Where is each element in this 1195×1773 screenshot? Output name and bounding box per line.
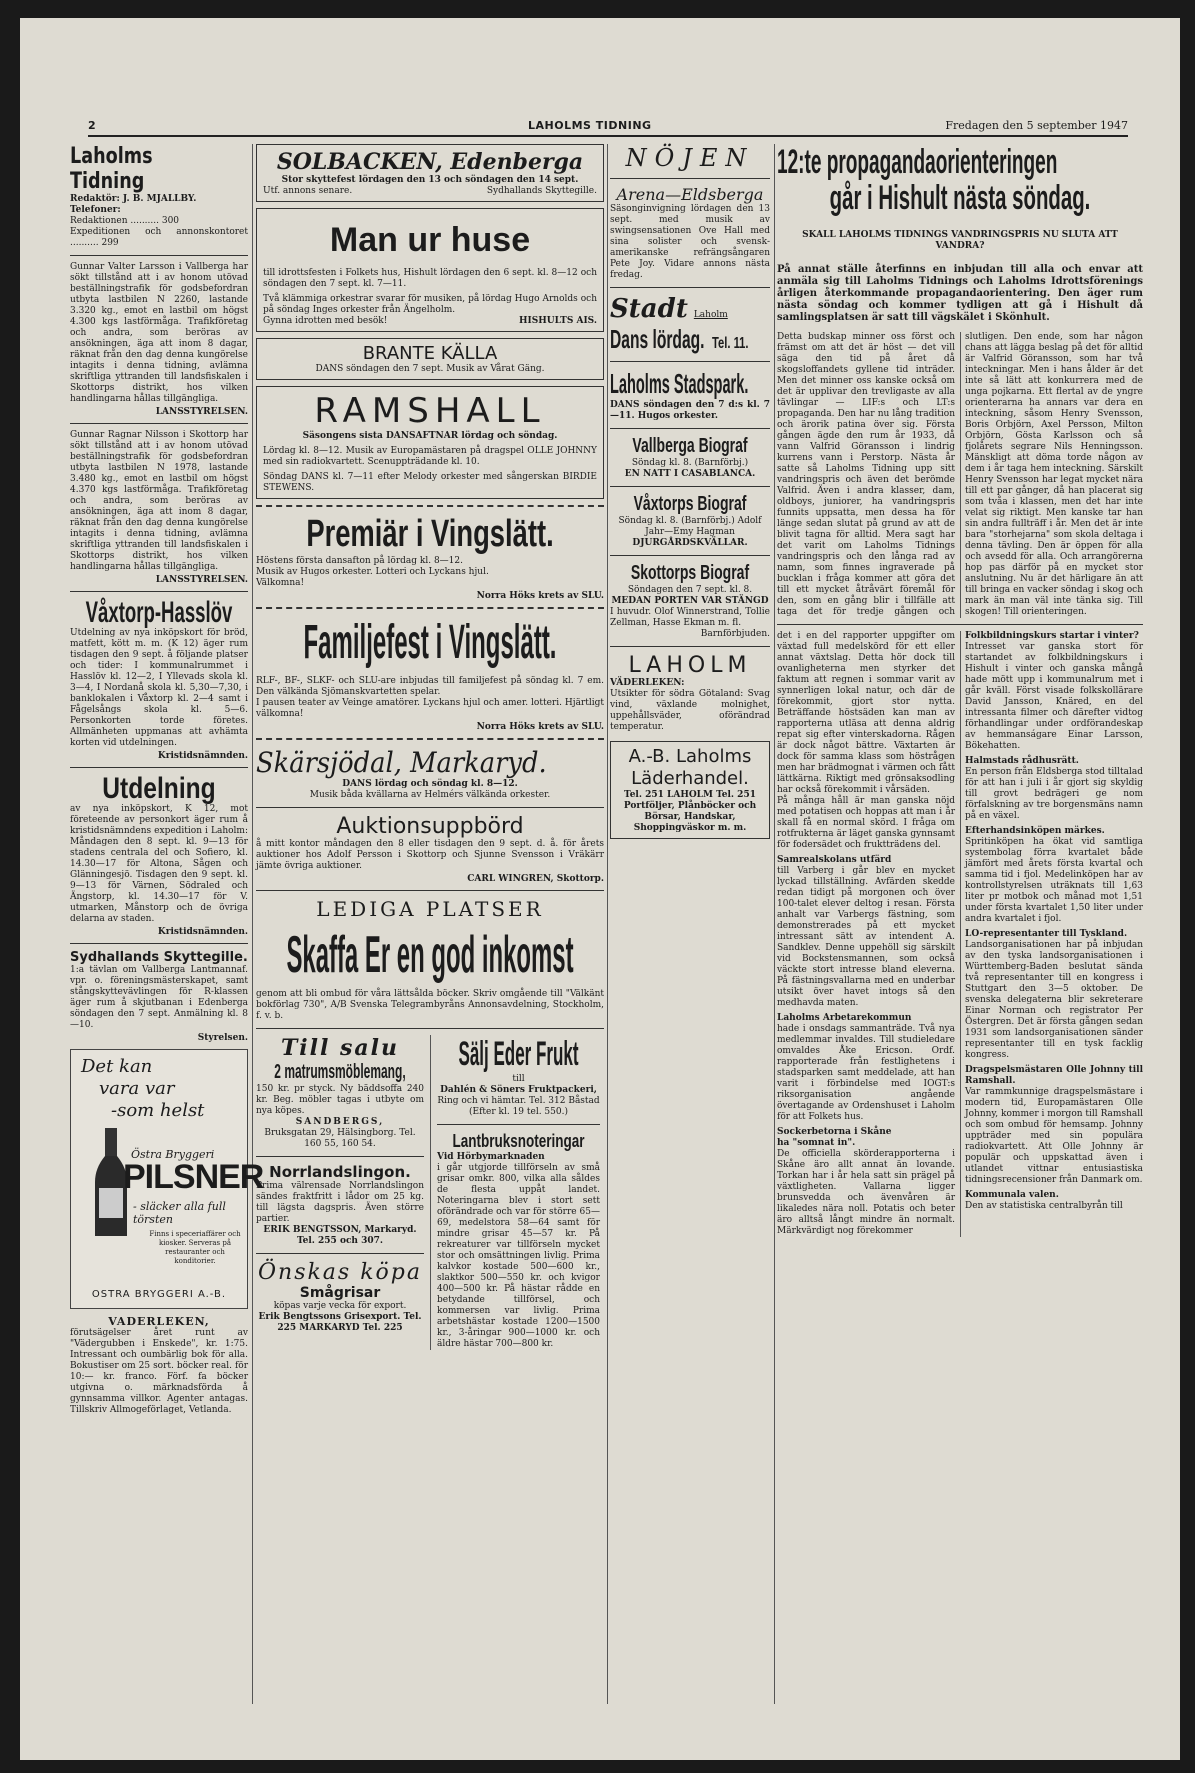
skottorps-biograf-title: Skottorps Biograf: [630, 562, 750, 584]
tillsalu-sub: 2 matrumsmöblemang,: [274, 1061, 406, 1083]
man-ur-huse-text2: Två klämmiga orkestrar svarar för musiken, på lördag Hugo Arnolds och på söndag Inges orkester från Ängelholm.: [263, 294, 597, 315]
vaderleken-text: förutsägelser året runt av "Vädergubben i Enskede", kr. 1:75. Intressant och oumbärlig bok för alla. Bokustiser om 25 sort. böcker real. för 10:— kr. franco. Förf. fa böcker utgivna o. märknadsförda å gynnsamma villkor. Agenter antagas. Tillskriv Allmogeförlaget, Vetlanda.: [70, 1328, 248, 1415]
kommunala-text: Den av statistiska centralbyrån till: [965, 1201, 1123, 1211]
lo-heading: LO-representanter till Tyskland.: [965, 929, 1128, 939]
crop-report: det i en del rapporter uppgifter om växtad full medelskörd för ett eller annat växtslag. Detta hör dock till ovanligheterna men styrker det faktum att regnen i sommar varit av synnerligen lokal natur, och där de förekommit, gjort stor nytta. Beträffande höstsäden kan man av rapporterna utläsa att denna aldrig repat sig efter vinterskadorna. Rågen är dock något bättre. Växtarten är dock för samma klass som höstrågen men har brädmognat i värmen och fått lättkärna. Riktigt med grönsaksodling har också förekommit i vårsäden.: [777, 631, 955, 795]
solbacken-right: Sydhallands Skyttegille.: [486, 186, 597, 196]
samrealskola-text: till Varberg i går blev en mycket lyckad tillställning. Avfärden skedde redan tidigt på morgonen och över 100-talet elever deltog i resan. Första anhalt var Varbergs fästning, som demonstrerades på ett mycket intressant sätt av intendent A. Sandklev. Denne uppehöll sig särskilt vid Bockstensmannen, som också väckte stort intresse bland eleverna. På fästningsvallarna med en underbar utsikt över havet intogs så den medhavda maten.: [777, 866, 955, 1008]
skarsjodal-title: Skärsjödal, Markaryd.: [256, 746, 547, 779]
laderhandel-tel: Tel. 251 LAHOLM Tel. 251: [624, 790, 756, 800]
solbacken-left: Utf. annons senare.: [263, 186, 353, 196]
pilsner-small: Finns i speceriaffärer och kiosker. Serveras på restauranter och konditorier.: [149, 1230, 241, 1265]
vaxtorps-biograf-title: Våxtorps Biograf: [633, 493, 747, 515]
column-2: [256, 144, 604, 1704]
efterhand-text: Spritinköpen ha ökat vid samtliga systembolag förra kvartalet både jämfört med årets första kvartal och samma tid i fjol. Medelinköpen har av kontrollstyrelsen uträknats till 1,63 liter pr motbok och månad mot 1,51 under första kvartalet 1,50 liter under andra kvartalet i fjol.: [965, 837, 1143, 924]
premiar-sign: Norra Höks krets av SLU.: [476, 591, 604, 601]
ramshall-text: Lördag kl. 8—12. Musik av Europamästaren på dragspel OLLE JOHNNY med sin radiokvartett. Scenuppträdande kl. 10.: [263, 446, 597, 467]
solbacken-title: SOLBACKEN, Edenberga: [276, 149, 584, 175]
pilsner-script-1: Det kan: [81, 1056, 153, 1077]
solbacken-text: Stor skyttefest lördagen den 13 och söndagen den 14 sept.: [281, 175, 579, 185]
brante-text: DANS söndagen den 7 sept. Musik av Vårat Gäng.: [315, 364, 545, 374]
stadt-sub: Laholm: [693, 310, 728, 320]
laderhandel-title: A.-B. Laholms Läderhandel.: [628, 746, 752, 789]
skottorps-biograf-text: Söndagen den 7 sept. kl. 8.: [627, 585, 753, 595]
column-rule: [252, 144, 253, 1704]
samrealskola-heading: Samrealskolans utfärd: [777, 855, 892, 865]
laderhandel-ad: [610, 741, 770, 839]
stadspark-title: Laholms Stadspark.: [610, 368, 749, 399]
vallberga-biograf-film: EN NATT I CASABLANCA.: [624, 469, 756, 479]
masthead-editor: Redaktör: J. B. MJALLBY.: [70, 194, 197, 204]
utdelning-text: av nya inköpskort, K 12, mot företeende av personkort äger rum å kristidsnämndens expedition i Laholm: Måndagen den 8 sept. kl. 9—13 för stadens centrala del och Sofiero, kl. 14.30—17 för Altona, Sågen och Glänningesjö. Tisdagen den 9 sept. kl. 9—13 för Värnen, Södraled och Ängstorp, kl. 14.30—17 för V. utmarken, Månstorp och de övriga delarna av staden.: [70, 804, 248, 924]
salj-till: till: [512, 1074, 525, 1084]
pilsner-brewery: OSTRA BRYGGERI A.-B.: [91, 1289, 227, 1300]
pilsner-ad: [70, 1049, 264, 1309]
skottorps-biograf-text2: I huvudr. Olof Winnerstrand, Tollie Zellman, Hasse Ekman m. fl.: [610, 607, 770, 628]
laderhandel-text: Portföljer, Plånböcker och Börsar, Handskar, Shoppingväskor m. m.: [623, 801, 757, 833]
tillsalu-firm: SANDBERGS,: [295, 1117, 385, 1127]
issue-date: Fredagen den 5 september 1947: [945, 119, 1128, 132]
skaffa-title: Skaffa Er en god inkomst: [286, 926, 574, 984]
orientering-title-2: går i Hishult nästa söndag.: [829, 179, 1091, 217]
orientering-body: Detta budskap minner oss först och främst om att det är höst — det vill säga den tid på året då skogsloffandets gyllene tid inträder. Men det minner oss kanske också om det är upplivar den trevligaste av alla tävlingar — LIF:s och LT:s propaganda. Den har nu lång tradition och ärorik patina över sig. Första gången ägde den rum år 1933, då vann Valfrid Göransson i lindrig kurrens vann i Perstorp. Nästa år satte så Laholms Tidning upp sitt vandringspris och även det berömde Valfrid. Även i andra klasser, dam, oldboys, juniorer, ha vandringspris funnits uppsatta, men dessa ha för länge sedan slutat på grund av att de blivit tagna för alltid. Mera sagt har det varit om Laholms Tidnings vandringspris och den långa rad av namn, som finnes ingraverade på bucklan i fråga kommer att göra det till ett mycket åtråvärt föremål för den, som en gång blir i tillfälle att taga det för tredje gången och slutligen. Den ende, som har någon chans att lägga beslag på det för alltid är Valfrid Göransson, som har två inteckningar. Men i hans ålder är det inte så lätt att konkurrera med de unga pojkarna. Ett flertal av de yngre orienterarna ha annars var dera en inteckning, såsom Henry Svensson, Boris Orbjörn, Axel Persson, Milton Orbjörn, Gösta Karlsson och så fjolårets segrare Nils Henningsson. Mänskligt att döma torde någon av dem i år taga hem inteckning. Särskilt Henry Svensson har legat mycket nära till ett par gånger, då han placerat sig som tvåa i klassen, men det har inte velat sig riktigt. Men kanske tar han sin andra fullträff i år. Men det är inte bara "storhejarna" som skola deltaga i denna tävling. Den är öppen för alla och avsedd för alla. Och arrangörerna hop pas därför på en mycket stor anslutning. Nu är det härligare än att till bringa en vacker söndag i skog och mark än man väl inte tänka sig. Till skogen! Till orienteringen.: [777, 332, 1143, 617]
skaffa-text: genom att bli ombud för våra lättsålda böcker. Skriv omgående till "Välkänt bokförlag 730", A/B Svenska Telegrambyråns Annonsavdelning, Stockholm, f. v. b.: [256, 989, 604, 1021]
stadspark-text: DANS söndagen den 7 d:s kl. 7—11. Hugos orkester.: [610, 400, 770, 421]
lantbruk-text: i går utgjorde tillförseln av små grisar omkr. 800, vilka alla såldes de flesta uppåt landet. Noteringarna blev i stort sett oförändrade och var för större 65—69, medelstora 58—64 samt för mindre grisar 45—57 kr. På rekreaturer var tillförseln mycket stor och omsättningen livlig. Prima kalvkor kostade 500—600 kr., slaktkor 500—550 kr. och kvigor 400—500 kr. På hästar rådde en betydande tillförsel, och kommersen var livlig. Prima arbetshästar kostade 1200—1500 kr., 3-åringar 900—1000 kr. och äldre hästar 700—800 kr.: [437, 1163, 600, 1349]
utdelning-sign: Kristidsnämnden.: [157, 927, 248, 937]
stadt-logo: Stadt: [610, 294, 688, 324]
sockerbetor-heading: Sockerbetorna i Skåne: [777, 1127, 892, 1137]
vaxtorp-sign: Kristidsnämnden.: [157, 751, 248, 761]
dans-tel: Tel. 11.: [712, 335, 749, 352]
notice-larsson-sign: LANSSTYRELSEN.: [155, 407, 248, 417]
familjefest-text2: I pausen teater av Veinge amatörer. Lyckans hjul och amer. lotteri. Hjärtligt välkomna!: [256, 698, 604, 719]
vader-title: VÄDERLEKEN:: [610, 678, 685, 688]
skarsjodal-text: DANS lördag och söndag kl. 8—12.: [342, 779, 518, 789]
notice-larsson: Gunnar Valter Larsson i Vallberga har sökt tillstånd att i av honom utövad beställningstrafik för godsbefordran utbyta lastbilen N 2260, lastande 3.320 kg., emot en lastbil om högst 4.300 kgs lastförmåga. Trafikföretag och andra, som beröras av ansökningen, äga att inom 8 dagar, räknat från den dag denna kungörelse intagits i denna tidning, avlämna skriftliga yttranden till landsfiskalen i Skottorps distrikt, hos vilken handlingarna hållas tillgängliga.: [70, 262, 248, 404]
masthead-title: Laholms Tidning: [70, 144, 153, 194]
onskas-sub: Smågrisar: [299, 1285, 381, 1301]
brante-title: BRANTE KÄLLA: [362, 343, 498, 364]
lediga-title: LEDIGA PLATSER: [316, 897, 544, 921]
utdelning-heading: Utdelning: [102, 772, 216, 805]
orientering-title-1: 12:te propagandaorienteringen: [777, 143, 1058, 181]
man-ur-huse-title: Man ur huse: [329, 221, 531, 259]
vader-text: Utsikter för södra Götaland: Svag vind, växlande molnighet, uppehållsväder, oförändrad temperatur.: [610, 689, 770, 732]
notice-nilsson: Gunnar Ragnar Nilsson i Skottorp har sökt tillstånd att i av honom utövad beställningstrafik för godsbefordran utbyta lastbilen N 1978, lastande 3.480 kg., emot en lastbil om högst 4.370 kgs lastförmåga. Trafikföretag och andra, som beröras av ansökningen, äga att inom 8 dagar, räknat från den dag denna kungörelse intagits i denna tidning, avlämna skriftliga yttranden till landsfiskalen i Skottorps distrikt, hos vilken handlingarna hållas tillgängliga.: [70, 430, 248, 572]
salj-firm: Dahlén & Söners Fruktpackeri,: [440, 1085, 597, 1095]
ramshall-sub: Säsongens sista DANSAFTNAR lördag och söndag.: [302, 431, 558, 441]
halmstad-text: En person från Eldsberga stod tilltalad för att han i juli i år gjort sig skyldig till grovt bedrägeri ge nom förfalskning av tre borgensmäns namn på en växel.: [965, 767, 1143, 821]
norrlandslingon-text: Prima välrensade Norrlandslingon sändes fraktfritt i lådor om 25 kg. till lägsta dagspris. Även större partier.: [256, 1181, 424, 1224]
column-1: [70, 144, 264, 1704]
lantbruk-title: Lantbruksnoteringar: [452, 1131, 585, 1151]
norrlandslingon-sign: ERIK BENGTSSON, Markaryd. Tel. 255 och 307.: [263, 1225, 417, 1246]
tillsalu-text: 150 kr. pr styck. Ny bäddsoffa 240 kr. Beg. möbler tagas i utbyte om nya köpes.: [256, 1084, 424, 1116]
salj-title: Sälj Eder Frukt: [458, 1035, 579, 1073]
efterhand-heading: Efterhandsinköpen märkes.: [965, 826, 1105, 836]
skarsjodal-text2: Musik båda kvällarna av Helmérs välkända orkester.: [309, 790, 551, 800]
orientering-sub: SKALL LAHOLMS TIDNINGS VANDRINGSPRIS NU SLUTA ATT VANDRA?: [802, 230, 1118, 251]
halmstad-heading: Halmstads rådhusrätt.: [965, 756, 1079, 766]
left-small-ads: [256, 1035, 424, 1350]
premiar-text2: Musik av Hugos orkester. Lotteri och Lyckans hjul.: [256, 567, 489, 577]
dans-lordag: Dans lördag.: [610, 324, 705, 354]
salj-text: Ring och vi hämtar. Tel. 312 Båstad (Efter kl. 19 tel. 550.): [437, 1096, 600, 1117]
lantbruk-sub: Vid Hörbymarknaden: [437, 1152, 545, 1162]
sydhallands-sign: Styrelsen.: [197, 1033, 248, 1043]
pilsner-script-2: vara var: [99, 1078, 175, 1099]
column-4: [777, 144, 1143, 1704]
masthead-phone-label: Telefoner:: [70, 205, 121, 215]
newspaper-page: [20, 18, 1180, 1760]
onskas-sign: Erik Bengtssons Grisexport. Tel. 225 MARKARYD Tel. 225: [258, 1312, 422, 1333]
ramshall-ad: [256, 386, 604, 499]
notice-nilsson-sign: LANSSTYRELSEN.: [155, 575, 248, 585]
arena-title: Arena—Eldsberga: [616, 185, 764, 204]
lo-text: Landsorganisationen har på inbjudan av den tyska landsorganisationen i Württemberg-Baden beslutat sända två representanter till en kongress i Stuttgart den 3—5 oktober. De svenska delegaterna blir sekreterare Einar Norman och registrator Per Östergren. Det är första gången sedan 1931 som landsorganisationen sänder representanter till en tysk facklig kongress.: [965, 940, 1143, 1060]
vallberga-biograf-text: Söndag kl. 8. (Barnförbj.): [631, 458, 749, 468]
auktion-text: å mitt kontor måndagen den 8 eller tisdagen den 9 sept. d. å. för årets auktioner hos Adolf Persson i Skottorp och Sjunne Svensson i Vräkärr jämte övriga auktioner.: [256, 839, 604, 871]
pilsner-script-4: - släcker alla full törsten: [133, 1200, 226, 1226]
pilsner-brand-top: Östra Bryggeri: [131, 1148, 215, 1161]
paper-name: LAHOLMS TIDNING: [528, 119, 652, 132]
sockerbetor-sub: ha "somnat in".: [777, 1138, 856, 1148]
vaxtorps-biograf-text: Söndag kl. 8. (Barnförbj.) Adolf Jahr—Emy Hagman: [618, 516, 762, 537]
column-rule: [774, 144, 775, 1704]
auktion-title: Auktionsuppbörd: [336, 814, 524, 839]
man-ur-huse-ad: [256, 208, 604, 332]
premiar-text: Höstens första dansafton på lördag kl. 8—12.: [256, 556, 463, 566]
solbacken-ad: [256, 144, 604, 202]
column-3: [610, 144, 770, 1704]
tillsalu-addr: Bruksgatan 29, Hälsingborg. Tel. 160 55, 160 54.: [264, 1128, 416, 1149]
ramshall-text2: Söndag DANS kl. 7—11 efter Melody orkester med sångerskan BIRDIE STEWENS.: [263, 472, 597, 493]
column-rule: [607, 144, 608, 1704]
folkbildning-text: Intresset var ganska stort för startandet av folkbildningskurs i Hishult i vinter och ganska mångå hade mött upp i kommunalrum met i går kväll. Först visade folkskollärare David Jansson, Knäred, en del intressanta filmer och därefter vidtog förhandlingar under ordförandeskap av hemmanságare Einar Larsson, Bökehatten.: [965, 642, 1143, 751]
crop-report-2: På många håll är man ganska nöjd med potatisen och hoppas att man i år skall få en normal skörd. I fråga om rotfrukterna är läget ganska gynnsamt för fodersädet och fruktträdens del.: [777, 796, 955, 850]
arbetarekommun-text: hade i onsdags sammanträde. Två nya medlemmar invaldes. Till studieledare omvaldes Åke Ericson. Ordf. rapporterade från festlighetens i stadsparken samt meddelade, att han varit i förbindelse med IOGT:s riksorganisation angående övertagande av Ordenshuset i Laholm för att Folkets hus.: [777, 1024, 955, 1122]
masthead-phone-exp: Expeditionen och annonskontoret .......... 299: [70, 227, 248, 248]
ramshall-title: RAMSHALL: [314, 391, 546, 431]
familjefest-title: Familjefest i Vingslätt.: [303, 616, 557, 669]
sydhallands-text: 1:a tävlan om Vallberga Lantmannaf. vpr. o. föreningsmästerskapet, samt stångskyttevävlingen för R-klassen äger rum å skjutbanan i Edenberga söndagen den 7 sept. Anmälning kl. 8—10.: [70, 965, 248, 1030]
premiar-welcome: Välkomna!: [256, 578, 305, 588]
right-small-ads: [430, 1035, 600, 1350]
orientering-lead: På annat ställe återfinns en inbjudan till alla och envar att anmäla sig till Laholms Tidnings och Laholms Idrottsförenings årligen återkommande propagandaorientering. Den äger rum nästa söndag och kommer tydligen att gå i Hishult då samlingsplatsen är satt till vägskälet i Skönhult.: [777, 264, 1143, 323]
familjefest-sign: Norra Höks krets av SLU.: [476, 722, 604, 732]
onskas-text: köpas varje vecka för export.: [273, 1301, 407, 1311]
sydhallands-heading: Sydhallands Skyttegille.: [70, 950, 248, 965]
vaxtorp-heading: Våxtorp-Hasslöv: [85, 596, 233, 629]
vaderleken-heading: VADERLEKEN,: [108, 1315, 210, 1328]
pilsner-brand: PILSNER: [123, 1158, 264, 1196]
pilsner-script-3: -som helst: [111, 1100, 205, 1121]
onskas-title: Önskas köpa: [257, 1260, 422, 1285]
page-number: 2: [88, 119, 96, 132]
folkbildning-heading: Folkbildningskurs startar i vinter?: [965, 631, 1139, 641]
skottorps-biograf-film: MEDAN PORTEN VAR STÄNGD: [611, 596, 769, 606]
masthead-phone-red: Redaktionen .......... 300: [70, 216, 180, 226]
skottorps-biograf-note: Barnförbjuden.: [700, 629, 770, 639]
familjefest-text: RLF-, BF-, SLKF- och SLU-are inbjudas till familjefest på söndag kl. 7 em. Den välkända Sjömanskvartetten spelar.: [256, 676, 604, 697]
arbetarekommun-heading: Laholms Arbetarekommun: [777, 1013, 912, 1023]
sockerbetor-text: De officiella skörderapporterna i Skåne äro allt annat än lovande. Torkan har i år hela satt sin prägel på växtligheten. Vallarna ligger brunsvedda och ävenvåren är likaledes nära noll. Potatis och beter äro alltså långt mindre än normalt. Märkvärdigt nog förekommer: [777, 1149, 955, 1236]
man-ur-huse-cta: Gynna idrotten med besök!: [263, 316, 388, 326]
laholm-title: LAHOLM: [628, 653, 752, 678]
news-columns: [777, 631, 1143, 1237]
nojen-title: NÖJEN: [625, 144, 755, 172]
vallberga-biograf-title: Vallberga Biograf: [632, 435, 748, 457]
orientering-body-columns: [777, 332, 1143, 618]
vaxtorps-biograf-film: DJURGÅRDSKVÄLLAR.: [632, 538, 748, 548]
olle-text: Var rammkunnige dragspelsmästare i modern tid, Europamästaren Olle Johnny, kommer i morgon till Ramshall och som ombud för hemsamp. Johnny uppträder med sin populära radiokvartett. Att Olle Johnny är populär och uppskattad även i utlandet vittnar entusiastiska tidningsrecensioner från Danmark om.: [965, 1087, 1143, 1185]
man-ur-huse-sign: HISHULTS AIS.: [519, 316, 597, 326]
vaxtorp-text: Utdelning av nya inköpskort för bröd, matfett, kött m. m. (K 12) äger rum tisdagen den 9 sept. å följande platser och tider: I kommunalrummet i Hasslöv kl. 12—2, I Yllevads skola kl. 3—4, I Nordanå skola kl. 5,30—7,30, i banklokalen i Våxtorp kl. 2—4 samt i Fågelsångs skola kl. 5—6. Personkorten torde företes. Allmänheten uppmanas att avhämta korten vid utdelningen.: [70, 628, 248, 748]
page-header: [88, 115, 1128, 137]
norrlandslingon-title: Norrlandslingon.: [269, 1163, 411, 1181]
auktion-sign: CARL WINGREN, Skottorp.: [467, 874, 604, 884]
premiar-title: Premiär i Vingslätt.: [306, 513, 554, 555]
brante-ad: [256, 338, 604, 380]
tillsalu-title: Till salu: [280, 1035, 400, 1061]
man-ur-huse-text: till idrottsfesten i Folkets hus, Hishult lördagen den 6 sept. kl. 8—12 och söndagen den 7 sept. kl. 7—11.: [263, 268, 597, 289]
kommunala-heading: Kommunala valen.: [965, 1190, 1059, 1200]
olle-heading: Dragspelsmästaren Olle Johnny till Ramshall.: [965, 1065, 1143, 1086]
arena-text: Säsonginvigning lördagen den 13 sept. med musik av swingsensationen Ove Hall med sina solister och svensk-amerikanske refrängsångaren Pete Joy. Vidare annons nästa fredag.: [610, 204, 770, 280]
